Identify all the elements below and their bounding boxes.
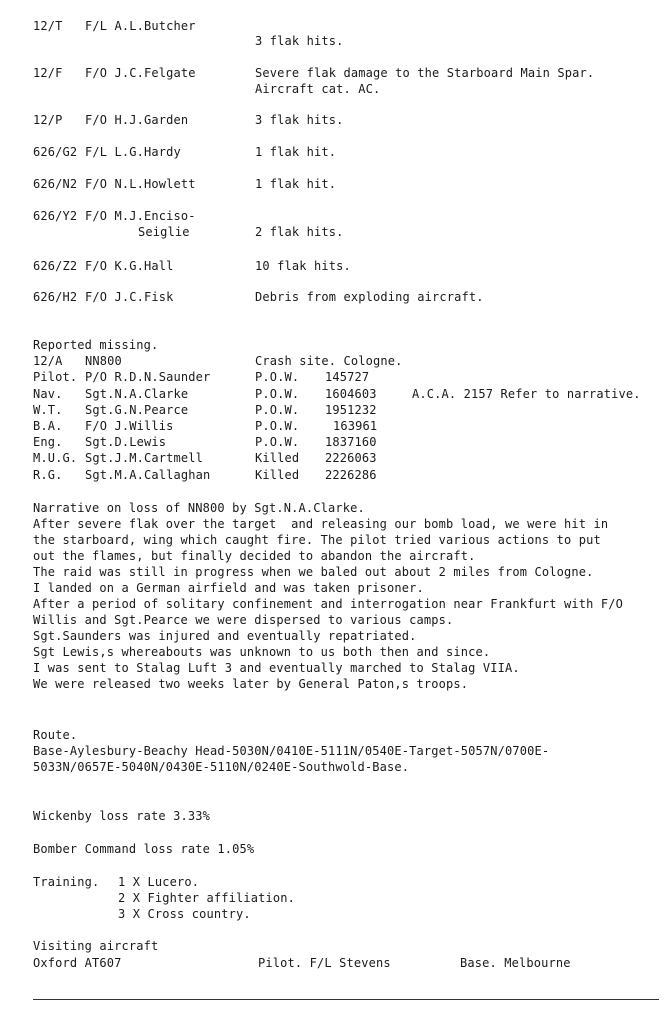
damage-text: 1 flak hit.	[255, 177, 337, 191]
damage-text: Debris from exploding aircraft.	[255, 290, 484, 304]
crew-name: Sgt.J.M.Cartmell	[85, 451, 203, 465]
narrative-line: Narrative on loss of NN800 by Sgt.N.A.Clarke.	[33, 501, 365, 515]
damage-text: 10 flak hits.	[255, 259, 351, 273]
damage-text: 1 flak hit.	[255, 145, 337, 159]
pilot-name: F/O M.J.Enciso-	[85, 209, 196, 223]
visiting-heading: Visiting aircraft	[33, 939, 159, 953]
damage-text: Severe flak damage to the Starboard Main Spar.	[255, 66, 595, 80]
route-line: 5033N/0657E-5040N/0430E-5110N/0240E-Southwold-Base.	[33, 760, 410, 774]
crew-name: Sgt.G.N.Pearce	[85, 403, 189, 417]
narrative-line: After severe flak over the target and releasing our bomb load, we were hit in	[33, 517, 609, 531]
missing-serial: NN800	[85, 354, 122, 368]
pilot-name: F/O H.J.Garden	[85, 113, 189, 127]
visiting-aircraft: Oxford AT607	[33, 956, 122, 970]
aircraft-code: 626/Z2	[33, 259, 78, 273]
crew-status: Killed	[255, 468, 300, 482]
damage-text-cont: Aircraft cat. AC.	[255, 82, 381, 96]
pilot-name: F/L A.L.Butcher	[85, 19, 196, 33]
narrative-paragraph	[33, 500, 663, 692]
narrative-line: Willis and Sgt.Pearce we were dispersed to various camps.	[33, 613, 454, 627]
crew-role: Pilot.	[33, 370, 78, 384]
route-line: Base-Aylesbury-Beachy Head-5030N/0410E-5111N/0540E-Target-5057N/0700E-	[33, 744, 550, 758]
crew-number: 2226286	[325, 468, 377, 482]
crew-status: P.O.W.	[255, 403, 300, 417]
narrative-line: After a period of solitary confinement and interrogation near Frankfurt with F/O	[33, 597, 623, 611]
crew-role: W.T.	[33, 403, 63, 417]
pilot-name: F/L L.G.Hardy	[85, 145, 181, 159]
crew-role: Nav.	[33, 387, 63, 401]
narrative-line: I landed on a German airfield and was taken prisoner.	[33, 581, 424, 595]
aircraft-code: 626/N2	[33, 177, 78, 191]
aircraft-code: 12/T	[33, 19, 63, 33]
pilot-name: F/O J.C.Felgate	[85, 66, 196, 80]
crew-number: 1604603	[325, 387, 377, 401]
crew-status: P.O.W.	[255, 435, 300, 449]
crew-role: R.G.	[33, 468, 63, 482]
crew-status: P.O.W.	[255, 419, 300, 433]
narrative-line: I was sent to Stalag Luft 3 and eventually marched to Stalag VIIA.	[33, 661, 520, 675]
missing-heading: Reported missing.	[33, 338, 159, 352]
pilot-name: F/O J.C.Fisk	[85, 290, 174, 304]
narrative-line: out the flames, but finally decided to abandon the aircraft.	[33, 549, 476, 563]
wickenby-loss-rate: Wickenby loss rate 3.33%	[33, 809, 210, 823]
crew-number: 145727	[325, 370, 370, 384]
training-item: 3 X Cross country.	[118, 907, 251, 921]
damage-text: 3 flak hits.	[255, 34, 344, 48]
pilot-name: F/O N.L.Howlett	[85, 177, 196, 191]
crew-role: B.A.	[33, 419, 63, 433]
training-item: 1 X Lucero.	[118, 875, 200, 889]
route-heading: Route.	[33, 728, 78, 742]
crew-status: P.O.W.	[255, 387, 300, 401]
narrative-line: Sgt Lewis,s whereabouts was unknown to us both then and since.	[33, 645, 491, 659]
crash-site: Crash site. Cologne.	[255, 354, 403, 368]
pilot-name: F/O K.G.Hall	[85, 259, 174, 273]
crew-name: Sgt.N.A.Clarke	[85, 387, 189, 401]
crew-role: M.U.G.	[33, 451, 78, 465]
aircraft-code: 626/H2	[33, 290, 78, 304]
narrative-line: We were released two weeks later by General Paton,s troops.	[33, 677, 469, 691]
bottom-rule	[33, 999, 659, 1000]
aircraft-code: 626/Y2	[33, 209, 78, 223]
narrative-reference-note: A.C.A. 2157 Refer to narrative.	[412, 387, 641, 401]
crew-name: Sgt.D.Lewis	[85, 435, 167, 449]
damage-text: 3 flak hits.	[255, 113, 344, 127]
visiting-base: Base. Melbourne	[460, 956, 571, 970]
crew-number: 1837160	[325, 435, 377, 449]
pilot-name-cont: Seiglie	[138, 225, 190, 239]
crew-number: 163961	[333, 419, 378, 433]
crew-name: F/O J.Willis	[85, 419, 174, 433]
aircraft-code: 12/F	[33, 66, 63, 80]
crew-number: 1951232	[325, 403, 377, 417]
narrative-line: Sgt.Saunders was injured and eventually repatriated.	[33, 629, 417, 643]
route-section	[33, 727, 663, 775]
aircraft-code: 12/P	[33, 113, 63, 127]
narrative-line: The raid was still in progress when we baled out about 2 miles from Cologne.	[33, 565, 594, 579]
crew-role: Eng.	[33, 435, 63, 449]
crew-number: 2226063	[325, 451, 377, 465]
crew-status: P.O.W.	[255, 370, 300, 384]
aircraft-code: 626/G2	[33, 145, 78, 159]
visiting-pilot: Pilot. F/L Stevens	[258, 956, 391, 970]
crew-name: P/O R.D.N.Saunder	[85, 370, 211, 384]
crew-status: Killed	[255, 451, 300, 465]
crew-name: Sgt.M.A.Callaghan	[85, 468, 211, 482]
missing-aircraft-code: 12/A	[33, 354, 63, 368]
bomber-command-loss-rate: Bomber Command loss rate 1.05%	[33, 842, 255, 856]
damage-text: 2 flak hits.	[255, 225, 344, 239]
narrative-line: the starboard, wing which caught fire. The pilot tried various actions to put	[33, 533, 601, 547]
training-item: 2 X Fighter affiliation.	[118, 891, 295, 905]
training-label: Training.	[33, 875, 100, 889]
